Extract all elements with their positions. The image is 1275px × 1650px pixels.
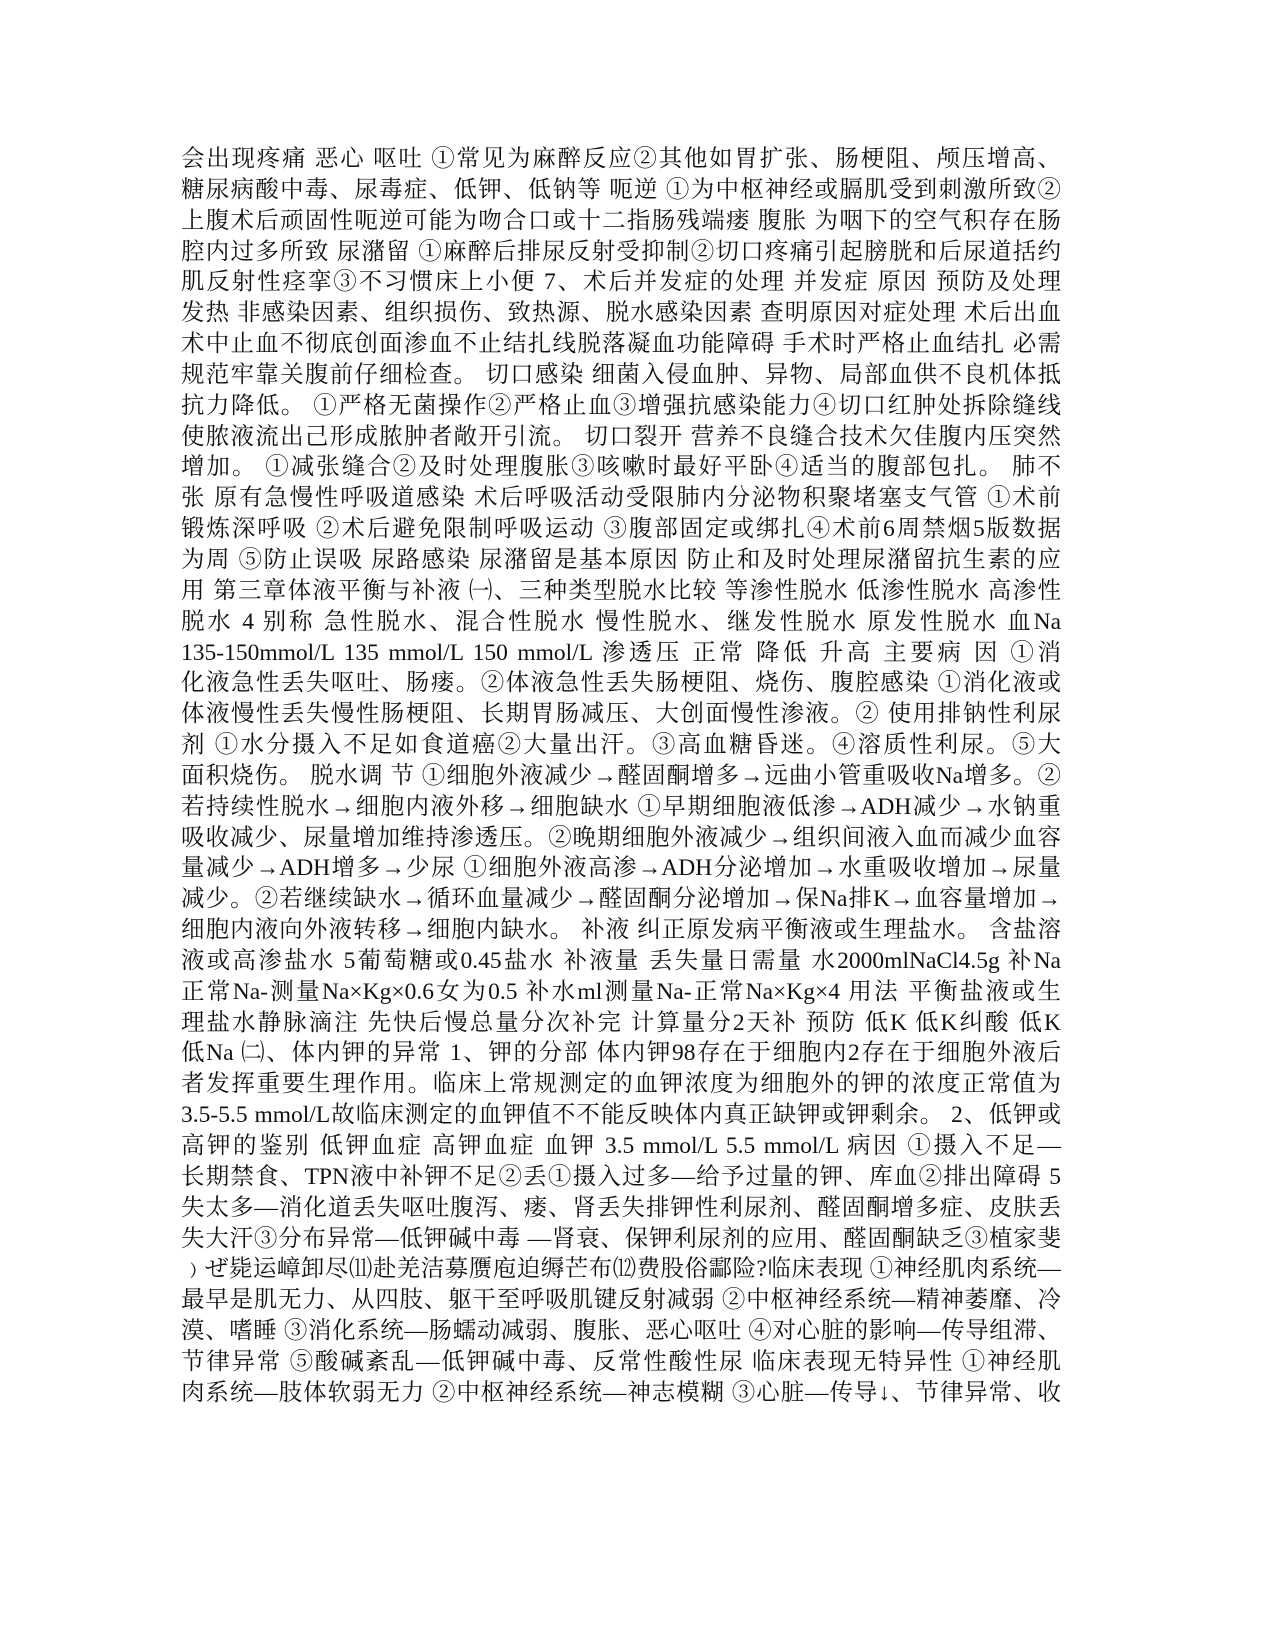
text-line: 最早是肌无力、从四肢、躯干至呼吸肌键反射减弱 ②中枢神经系统—精神萎靡、冷 <box>181 1287 1061 1314</box>
text-line: 糖尿病酸中毒、尿毒症、低钾、低钠等 呃逆 ①为中枢神经或膈肌受到刺激所致② <box>181 176 1061 203</box>
text-line: 化液急性丢失呕吐、肠瘘。②体液急性丢失肠梗阻、烧伤、腹腔感染 ①消化液或 <box>181 670 1061 697</box>
text-line: 若持续性脱水→细胞内液外移→细胞缺水 ①早期细胞液低渗→ADH减少→水钠重 <box>181 793 1061 820</box>
text-line: ﹚ぜ毙运嶂卸尽⑾赴羌洁募赝庖迫缛芒布⑿费股俗酃险?临床表现 ①神经肌肉系统— <box>181 1256 1061 1283</box>
text-line: 吸收减少、尿量增加维持渗透压。②晚期细胞外液减少→组织间液入血而减少血容 <box>181 824 1061 851</box>
text-line: 锻炼深呼吸 ②术后避免限制呼吸运动 ③腹部固定或绑扎④术前6周禁烟5版数据 <box>181 516 1061 543</box>
text-line: 会出现疼痛 恶心 呕吐 ①常见为麻醉反应②其他如胃扩张、肠梗阻、颅压增高、 <box>181 146 1061 172</box>
text-line: 正常Na-测量Na×Kg×0.6女为0.5 补水ml测量Na-正常Na×Kg×4 用法 平衡盐液或生 <box>181 978 1061 1005</box>
text-line: 剂 ①水分摄入不足如食道癌②大量出汗。③高血糖昏迷。④溶质性利尿。⑤大 <box>181 732 1061 759</box>
text-line: 高钾的鉴别 低钾血症 高钾血症 血钾 3.5 mmol/L 5.5 mmol/L 病因 ①摄入不足— <box>181 1133 1061 1159</box>
text-line: 失大汗③分布异常—低钾碱中毒 —肾衰、保钾利尿剂的应用、醛固酮缺乏③植家斐 <box>181 1225 1061 1252</box>
text-line: 量减少→ADH增多→少尿 ①细胞外液高渗→ADH分泌增加→水重吸收增加→尿量 <box>181 855 1061 882</box>
text-line: 135-150mmol/L 135 mmol/L 150 mmol/L 渗透压 正常 降低 升高 主要病 因 ①消 <box>181 639 1061 666</box>
text-line: 增加。 ①减张缝合②及时处理腹胀③咳嗽时最好平卧④适当的腹部包扎。 肺不 <box>181 454 1061 481</box>
text-line: 失太多—消化道丢失呕吐腹泻、瘘、肾丢失排钾性利尿剂、醛固酮增多症、皮肤丢 <box>181 1194 1061 1221</box>
text-line: 使脓液流出己形成脓肿者敞开引流。 切口裂开 营养不良缝合技术欠佳腹内压突然 <box>181 423 1061 450</box>
text-line: 术中止血不彻底创面渗血不止结扎线脱落凝血功能障碍 手术时严格止血结扎 必需 <box>181 331 1061 358</box>
text-line: 体液慢性丢失慢性肠梗阻、长期胃肠减压、大创面慢性渗液。② 使用排钠性利尿 <box>181 701 1061 728</box>
text-line: 3.5-5.5 mmol/L故临床测定的血钾值不不能反映体内真正缺钾或钾剩余。 2、低钾或 <box>181 1102 1061 1129</box>
text-line: 理盐水静脉滴注 先快后慢总量分次补完 计算量分2天补 预防 低K 低K纠酸 低K <box>181 1009 1061 1036</box>
text-line: 规范牢靠关腹前仔细检查。 切口感染 细菌入侵血肿、异物、局部血供不良机体抵 <box>181 361 1061 388</box>
text-line: 抗力降低。 ①严格无菌操作②严格止血③增强抗感染能力④切口红肿处拆除缝线 <box>181 392 1061 419</box>
text-line: 节律异常 ⑤酸碱紊乱—低钾碱中毒、反常性酸性尿 临床表现无特异性 ①神经肌 <box>181 1348 1061 1375</box>
text-line: 为周 ⑤防止误吸 尿路感染 尿潴留是基本原因 防止和及时处理尿潴留抗生素的应 <box>181 546 1061 573</box>
text-line: 者发挥重要生理作用。临床上常规测定的血钾浓度为细胞外的钾的浓度正常值为 <box>181 1071 1061 1098</box>
text-line: 漠、嗜睡 ③消化系统—肠蠕动减弱、腹胀、恶心呕吐 ④对心脏的影响—传导组滞、 <box>181 1318 1061 1345</box>
text-line: 张 原有急慢性呼吸道感染 术后呼吸活动受限肺内分泌物积聚堵塞支气管 ①术前 <box>181 485 1061 512</box>
text-line: 肉系统—肢体软弱无力 ②中枢神经系统—神志模糊 ③心脏—传导↓、节律异常、收 <box>181 1379 1061 1406</box>
text-line: 低Na ㈡、体内钾的异常 1、钾的分部 体内钾98存在于细胞内2存在于细胞外液后 <box>181 1040 1061 1067</box>
text-line: 上腹术后顽固性呃逆可能为吻合口或十二指肠残端瘘 腹胀 为咽下的空气积存在肠 <box>181 207 1061 234</box>
text-line: 面积烧伤。 脱水调 节 ①细胞外液减少→醛固酮增多→远曲小管重吸收Na增多。② <box>181 762 1061 789</box>
text-line: 用 第三章体液平衡与补液 ㈠、三种类型脱水比较 等渗性脱水 低渗性脱水 高渗性 <box>181 577 1061 604</box>
body-text <box>181 144 1061 1409</box>
text-line: 肌反射性痉挛③不习惯床上小便 7、术后并发症的处理 并发症 原因 预防及处理 <box>181 269 1061 296</box>
text-line: 腔内过多所致 尿潴留 ①麻醉后排尿反射受抑制②切口疼痛引起膀胱和后尿道括约 <box>181 238 1061 265</box>
text-line: 脱水 4 别称 急性脱水、混合性脱水 慢性脱水、继发性脱水 原发性脱水 血Na <box>181 608 1061 635</box>
text-line: 发热 非感染因素、组织损伤、致热源、脱水感染因素 查明原因对症处理 术后出血 <box>181 300 1061 327</box>
text-line: 细胞内液向外液转移→细胞内缺水。 补液 纠正原发病平衡液或生理盐水。 含盐溶 <box>181 917 1061 944</box>
text-line: 减少。②若继续缺水→循环血量减少→醛固酮分泌增加→保Na排K→血容量增加→ <box>181 886 1061 913</box>
text-line: 液或高渗盐水 5葡萄糖或0.45盐水 补液量 丢失量日需量 水2000mlNaCl4.5g 补Na <box>181 947 1061 974</box>
text-line: 长期禁食、TPN液中补钾不足②丢①摄入过多—给予过量的钾、库血②排出障碍 5 <box>181 1163 1061 1190</box>
